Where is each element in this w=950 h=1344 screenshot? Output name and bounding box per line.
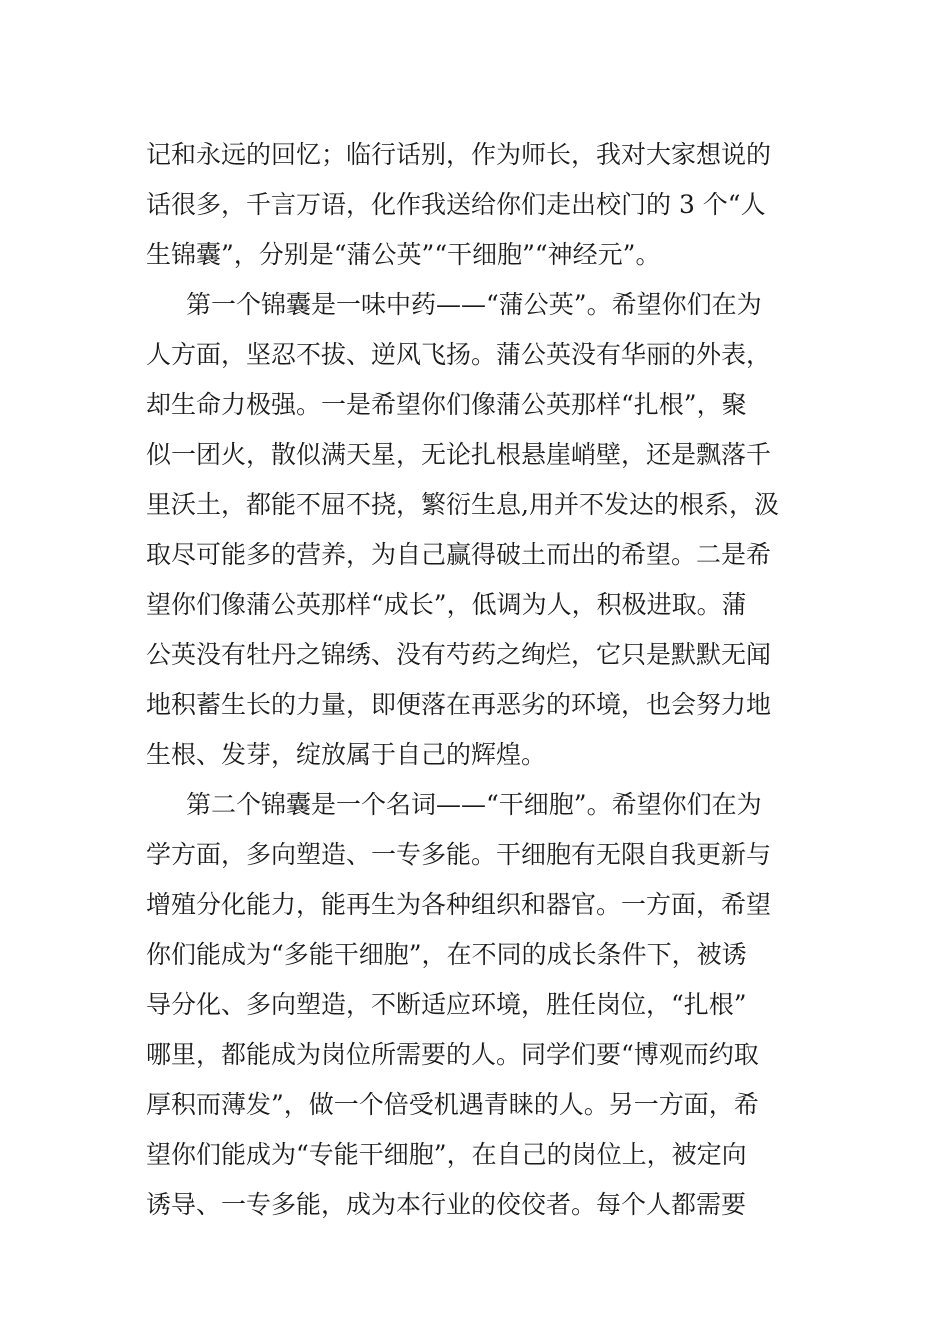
text-line: 你们能成为“多能干细胞”，在不同的成长条件下，被诱 (146, 940, 747, 969)
text-line: 取尽可能多的营养，为自己赢得破土而出的希望。二是希 (146, 540, 772, 569)
text-line: 生根、发芽，绽放属于自己的辉煌。 (146, 740, 547, 769)
text-line: 人方面，坚忍不拔、逆风飞扬。蒲公英没有华丽的外表， (146, 340, 772, 369)
text-line: 似一团火，散似满天星，无论扎根悬崖峭壁，还是飘落千 (146, 440, 772, 469)
text-line: 公英没有牡丹之锦绣、没有芍药之绚烂，它只是默默无闻 (146, 640, 772, 669)
text-line: 记和永远的回忆；临行话别，作为师长，我对大家想说的 (146, 140, 772, 169)
text-line: 生锦囊”，分别是“蒲公英”“干细胞”“神经元”。 (146, 240, 661, 269)
text-line: 望你们像蒲公英那样“成长”，低调为人，积极进取。蒲 (146, 590, 747, 619)
body-text (146, 130, 808, 1230)
text-line: 学方面，多向塑造、一专多能。干细胞有无限自我更新与 (146, 840, 772, 869)
text-line: 却生命力极强。一是希望你们像蒲公英那样“扎根”，聚 (146, 390, 747, 419)
paragraph-start-line: 第一个锦囊是一味中药——“蒲公英”。希望你们在为 (186, 290, 762, 319)
text-line: 厚积而薄发”，做一个倍受机遇青睐的人。另一方面，希 (146, 1090, 759, 1119)
text-line: 里沃土，都能不屈不挠，繁衍生息,用并不发达的根系，汲 (146, 490, 779, 519)
text-line: 导分化、多向塑造，不断适应环境，胜任岗位，“扎根” (146, 990, 747, 1019)
text-line: 增殖分化能力，能再生为各种组织和器官。一方面，希望 (146, 890, 772, 919)
text-line: 望你们能成为“专能干细胞”，在自己的岗位上，被定向 (146, 1140, 747, 1169)
text-line: 话很多，千言万语，化作我送给你们走出校门的 3 个“人 (146, 190, 766, 219)
text-line: 哪里，都能成为岗位所需要的人。同学们要“博观而约取 (146, 1040, 759, 1069)
text-line: 诱导、一专多能，成为本行业的佼佼者。每个人都需要 (146, 1190, 747, 1219)
text-line: 地积蓄生长的力量，即便落在再恶劣的环境，也会努力地 (146, 690, 772, 719)
paragraph-start-line: 第二个锦囊是一个名词——“干细胞”。希望你们在为 (186, 790, 762, 819)
